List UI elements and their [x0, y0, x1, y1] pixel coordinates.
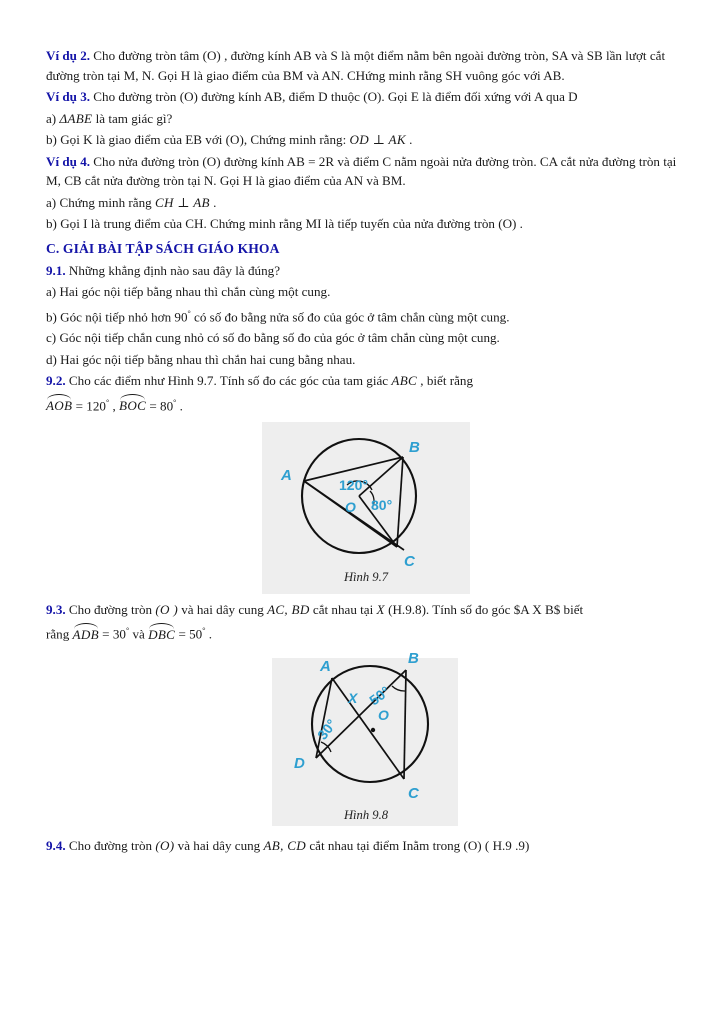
- angle-adb-value: 30: [112, 626, 126, 642]
- item-a-marker: a): [46, 110, 57, 126]
- angle-dbc: [148, 623, 175, 645]
- exercise-9-1-option-a: a) Hai góc nội tiếp bằng nhau thì chắn cùng một cung.: [46, 284, 331, 299]
- example-4-item-b: [46, 214, 686, 234]
- example-4-item-a: [46, 193, 686, 213]
- point-label-o: O: [345, 498, 356, 515]
- exercise-9-4: [46, 836, 686, 856]
- angle-adb: [73, 623, 99, 645]
- angle-dbc-name: DBC: [148, 626, 176, 642]
- ex94-c: cắt nhau tại điểm Inằm trong (O) ( H.9 .9): [306, 838, 530, 854]
- degree-symbol: °: [125, 626, 130, 636]
- given-pre: rằng: [46, 626, 73, 642]
- figure-9-8-caption: Hình 9.8: [343, 808, 389, 823]
- equals-1: =: [72, 398, 87, 414]
- exercise-9-1-prompt: Những khẳng định nào sau đây là đúng?: [65, 262, 281, 278]
- item-a-post: .: [209, 194, 217, 210]
- ex93-o: (O ): [155, 601, 178, 617]
- exercise-9-2-prompt-a: Cho các điểm như Hình 9.7. Tính số đo các góc của tam giác: [65, 373, 392, 389]
- angle-arc-50-at-b: [392, 686, 405, 691]
- angle-aob-value: 120: [86, 398, 106, 414]
- exercise-9-3: [46, 600, 686, 620]
- angle-boc-value: 80: [160, 398, 174, 414]
- point-label-b: B: [409, 438, 420, 456]
- item-b-math: OD ⊥ AK: [349, 132, 406, 147]
- example-2-text: Cho đường tròn tâm (O) , đường kính AB và S là một điểm nằm bên ngoài đường tròn, SA và SB lần lượt cắt đường tròn tại M, N. Gọi H là giao điểm của BM và AN. CHứng minh rằng SH vuông góc với AB.: [46, 48, 666, 83]
- item-a-marker: a): [46, 194, 57, 210]
- exercise-9-2-triangle: ABC: [391, 373, 418, 389]
- angle-adb-name: ADB: [72, 626, 99, 642]
- ex93-d: (H.9.8). Tính số đo góc $A X B$ biết: [384, 601, 584, 617]
- angle-aob: [46, 394, 72, 416]
- document-content: [46, 46, 686, 858]
- example-4-label: Ví dụ 4.: [46, 153, 91, 169]
- ex93-a: Cho đường tròn: [65, 601, 156, 617]
- degree-symbol: °: [173, 397, 177, 407]
- ex94-a: Cho đường tròn: [65, 838, 156, 854]
- section-heading: C. GIẢI BÀI TẬP SÁCH GIÁO KHOA: [46, 240, 280, 256]
- figure-hinh-9-8: [46, 646, 686, 836]
- hinh-9-8-svg: [278, 646, 468, 828]
- exercise-9-3-number: 9.3.: [46, 601, 66, 617]
- item-b-pre: Gọi K là giao điểm của EB với (O), Chứng minh rằng:: [56, 132, 350, 147]
- angle-dbc-value: 50: [189, 626, 203, 642]
- point-label-b: B: [408, 650, 419, 668]
- degree-symbol: °: [187, 308, 191, 318]
- point-label-x: X: [348, 690, 358, 707]
- item-a-math: ΔABE: [59, 110, 93, 126]
- figure-9-8-drawing: [278, 646, 468, 828]
- exercise-9-1-option-b: [46, 304, 686, 327]
- exercise-9-1-option-c: c) Góc nội tiếp chắn cung nhỏ có số đo bằng số đo của góc ở tâm chắn cùng một cung.: [46, 330, 500, 346]
- point-label-a: A: [281, 466, 292, 484]
- exercise-9-1-option-d: d) Hai góc nội tiếp bằng nhau thì chắn hai cung bằng nhau.: [46, 351, 356, 367]
- figure-9-7-drawing: [259, 418, 474, 586]
- given-tail: .: [176, 398, 183, 414]
- ex93-chords: AC, BD: [267, 601, 310, 617]
- equals-2: =: [146, 398, 161, 414]
- option-b-value: 90: [174, 308, 188, 324]
- degree-symbol: °: [105, 397, 110, 407]
- point-label-a: A: [320, 658, 331, 676]
- exercise-9-3-given: [46, 621, 686, 644]
- example-4-paragraph: [46, 152, 686, 191]
- center-dot: [371, 728, 375, 732]
- exercise-9-1-number: 9.1.: [46, 262, 66, 278]
- ex93-x: X: [376, 601, 385, 617]
- angle-label-80: 80°: [371, 496, 393, 513]
- option-b-pre: b) Góc nội tiếp nhỏ hơn: [46, 308, 175, 324]
- hinh-9-7-svg: [259, 418, 474, 586]
- example-3-item-b: [46, 130, 686, 150]
- angle-label-50: 50°: [366, 682, 393, 709]
- angle-separator: ,: [109, 398, 120, 414]
- point-label-d: D: [294, 755, 305, 773]
- point-label-o: O: [378, 707, 389, 724]
- figure-9-7-caption: Hình 9.7: [343, 569, 389, 584]
- exercise-9-2: [46, 371, 686, 391]
- equals-1: =: [98, 626, 113, 642]
- chord-bc: [404, 670, 406, 779]
- option-b-post: có số đo bằng nửa số đo của góc ở tâm chắn cùng một cung.: [190, 308, 510, 324]
- exercise-9-4-number: 9.4.: [46, 838, 66, 854]
- ex94-o: (O): [155, 838, 175, 854]
- exercise-9-2-number: 9.2.: [46, 373, 66, 389]
- ex93-c: cắt nhau tại: [309, 601, 377, 617]
- item-b-pre: Gọi I là trung điểm của CH. Chứng minh rằng MI là tiếp tuyến của nửa đường tròn (O) .: [56, 216, 523, 231]
- angle-label-120: 120°: [339, 476, 368, 493]
- item-b-marker: b): [46, 132, 57, 147]
- example-3-paragraph: [46, 87, 686, 107]
- degree-symbol: °: [202, 626, 206, 636]
- item-b-marker: b): [46, 216, 57, 231]
- given-tail: .: [205, 626, 213, 642]
- exercise-9-2-prompt-b: , biết rằng: [417, 373, 474, 389]
- example-3-label: Ví dụ 3.: [46, 89, 91, 104]
- given-mid: và: [129, 626, 149, 642]
- ex94-b: và hai dây cung: [174, 838, 264, 854]
- angle-aob-name: AOB: [46, 398, 73, 414]
- equals-2: =: [175, 626, 190, 642]
- exercise-9-1: [46, 261, 686, 281]
- example-2-paragraph: [46, 46, 686, 85]
- angle-label-30: 30°: [313, 716, 340, 743]
- exercise-9-2-given: [46, 393, 686, 416]
- item-a-math: CH ⊥ AB: [154, 194, 210, 210]
- ex93-b: và hai dây cung: [177, 601, 268, 617]
- item-a-pre: Chứng minh rằng: [56, 194, 155, 210]
- example-2-label: Ví dụ 2.: [46, 48, 91, 63]
- example-3-item-a: [46, 109, 686, 129]
- example-3-text: Cho đường tròn (O) đường kính AB, điểm D thuộc (O). Gọi E là điểm đối xứng với A qua D: [90, 89, 578, 104]
- angle-boc: [119, 394, 146, 416]
- angle-boc-name: BOC: [119, 398, 147, 414]
- item-a-post: là tam giác gì?: [92, 110, 173, 126]
- figure-hinh-9-7: [46, 418, 686, 600]
- ex94-chords: AB, CD: [263, 838, 307, 854]
- point-label-c: C: [404, 552, 415, 570]
- point-label-c: C: [408, 785, 419, 803]
- item-b-post: .: [405, 132, 413, 147]
- example-4-text: Cho nửa đường tròn (O) đường kính AB = 2R và điểm C nằm ngoài nửa đường tròn. CA cắt nửa đường tròn tại M, CB cắt nửa đường tròn tại N. Gọi H là giao điểm của AN và BM.: [46, 153, 677, 188]
